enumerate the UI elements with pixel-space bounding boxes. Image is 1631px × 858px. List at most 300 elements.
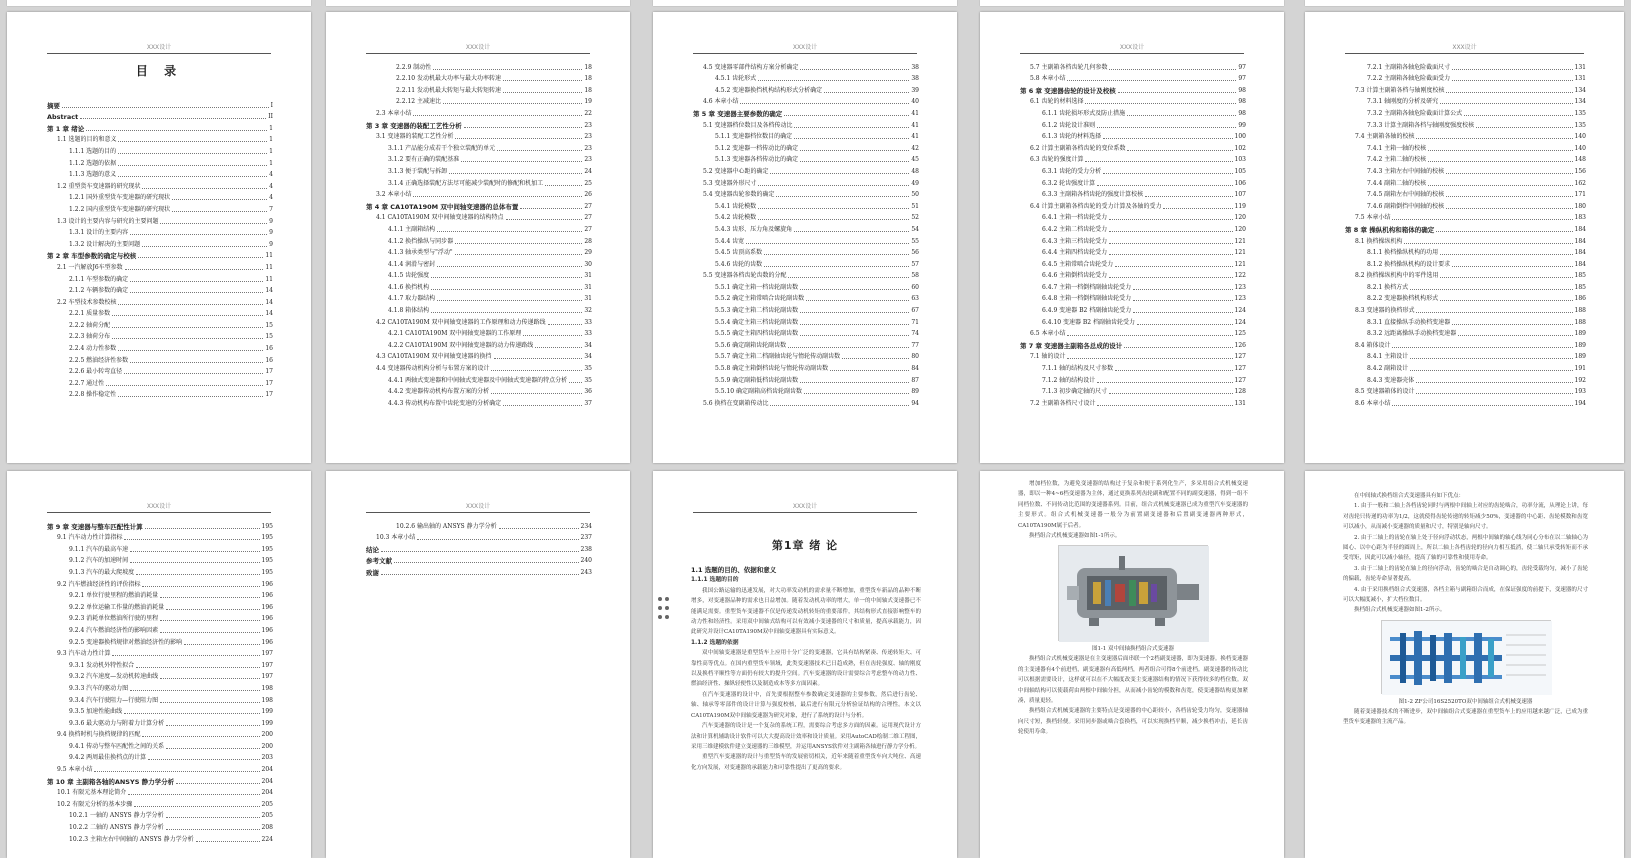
toc-entry[interactable] — [47, 728, 273, 740]
page-chapter-1[interactable] — [653, 471, 957, 858]
toc-entry[interactable] — [693, 72, 919, 84]
toc-entry-title: 2.3 本章小结 — [376, 109, 412, 117]
page-thumbnail-top[interactable] — [7, 0, 311, 6]
toc-entry[interactable] — [366, 199, 592, 211]
toc-page-number: 28 — [584, 237, 592, 245]
toc-entry[interactable] — [47, 295, 273, 307]
toc-leader-dots — [1452, 324, 1572, 325]
toc-entry[interactable] — [47, 307, 273, 319]
toc-entry[interactable] — [47, 797, 273, 809]
toc-leader-dots — [1124, 347, 1232, 348]
toc-entry[interactable] — [366, 141, 592, 153]
toc-entry-title: 10.1 有限元基本理论简介 — [57, 789, 127, 797]
toc-entry[interactable] — [47, 647, 273, 659]
toc-entry[interactable] — [693, 257, 919, 269]
toc-leader-dots — [1127, 150, 1232, 151]
toc-leader-dots — [503, 80, 582, 81]
toc-entry[interactable] — [47, 565, 273, 577]
toc-page-number: 14 — [265, 298, 273, 306]
toc-entry[interactable] — [1020, 269, 1246, 281]
toc-entry[interactable] — [1345, 199, 1586, 211]
toc-leader-dots — [443, 103, 582, 104]
toc-entry[interactable] — [693, 338, 919, 350]
paragraph: 我国公路运输的迅速发展，对大功率发动机的需求量不断增加，重型货车新品的品种不断增多，对变速器品种的需求也日益增加。随着发动机功率的增大，单一的中间轴式变速器已不能满足需要。重型货车变速器不仅是传递发动机转矩的重要部件，其结构形式直接影响整车的动力性和经济性。采用双中间轴式结构可以有效减小变速器的尺寸和质量，提高承载能力，因此研究并设计CA10TA190M双中间轴变速器具有实际意义。 — [691, 587, 921, 636]
toc-entry-title: 6.4.5 主箱常啮合齿轮受力 — [1042, 260, 1114, 268]
toc-entry[interactable] — [366, 83, 592, 95]
toc-entry-title: 8.1.1 换档操纵机构的功用 — [1367, 249, 1439, 257]
toc-entry[interactable] — [47, 554, 273, 566]
toc-entry[interactable] — [366, 361, 592, 373]
toc-entry[interactable] — [1345, 164, 1586, 176]
toc-entry[interactable] — [1345, 234, 1586, 246]
page-thumbnail-top[interactable] — [653, 0, 957, 6]
toc-page-number: 52 — [911, 214, 919, 222]
toc-entry-title: 6.2 计算主副箱各档齿轮的变位系数 — [1030, 144, 1126, 152]
toc-entry[interactable] — [47, 739, 273, 751]
toc-entry[interactable] — [47, 670, 273, 682]
toc-entry[interactable] — [693, 199, 919, 211]
toc-entry[interactable] — [366, 95, 592, 107]
toc-leader-dots — [1118, 92, 1237, 93]
toc-entry-title: 4.1.8 箱体结构 — [388, 307, 430, 315]
toc-leader-dots — [1446, 208, 1572, 209]
toc-entry[interactable] — [47, 388, 273, 400]
gear-diagram-figure — [1381, 620, 1551, 694]
toc-leader-dots — [1392, 347, 1572, 348]
toc-entry[interactable] — [1020, 199, 1246, 211]
toc-entry[interactable] — [366, 385, 592, 397]
toc-entry[interactable] — [1020, 350, 1246, 362]
toc-entry[interactable] — [47, 144, 273, 156]
toc-entry[interactable] — [47, 353, 273, 365]
toc-entry[interactable] — [366, 257, 592, 269]
toc-entry[interactable] — [47, 577, 273, 589]
toc-entry[interactable] — [1345, 222, 1586, 234]
toc-entry[interactable] — [1345, 361, 1586, 373]
toc-leader-dots — [506, 219, 583, 220]
toc-entry-title: 4.4.1 两轴式变速器和中间轴式变速器及中间轴式变速器的特点分析 — [388, 376, 568, 384]
toc-entry[interactable] — [1345, 338, 1586, 350]
toc-entry[interactable] — [1020, 257, 1246, 269]
toc-page-number: 120 — [1234, 214, 1246, 222]
toc-entry[interactable] — [47, 272, 273, 284]
toc-entry[interactable] — [366, 292, 592, 304]
toc-leader-dots — [160, 223, 267, 224]
toc-entry[interactable] — [1345, 303, 1586, 315]
toc-page-number: 31 — [584, 295, 592, 303]
toc-entry[interactable] — [693, 269, 919, 281]
toc-entry[interactable] — [1020, 118, 1246, 130]
toc-entry[interactable] — [1345, 130, 1586, 142]
toc-entry[interactable] — [693, 350, 919, 362]
toc-entry[interactable] — [47, 365, 273, 377]
toc-entry[interactable] — [366, 246, 592, 258]
paragraph: 在中间轴式换档组合式变速器具有如下优点： — [1354, 493, 1465, 499]
toc-page-number: 121 — [1234, 237, 1246, 245]
page-thumbnail-top[interactable] — [980, 0, 1284, 6]
toc-entry[interactable] — [1020, 292, 1246, 304]
toc-entry[interactable] — [47, 589, 273, 601]
toc-entry[interactable] — [366, 188, 592, 200]
toc-leader-dots — [128, 794, 259, 795]
toc-entry[interactable] — [1020, 385, 1246, 397]
toc-entry[interactable] — [47, 98, 273, 110]
toc-leader-dots — [136, 667, 259, 668]
toc-page-number: 1 — [269, 147, 273, 155]
toc-page-number: 135 — [1574, 109, 1586, 117]
toc-page-number: 4 — [269, 194, 273, 202]
toc-entry-title: 9.3.2 汽车速度—发动机转速曲线 — [69, 673, 159, 681]
toc-entry[interactable] — [693, 130, 919, 142]
page-toc-6[interactable] — [7, 471, 311, 858]
toc-entry[interactable] — [47, 531, 273, 543]
toc-entry[interactable] — [47, 110, 273, 122]
toc-page-number: 189 — [1574, 353, 1586, 361]
toc-entry[interactable] — [693, 315, 919, 327]
toc-leader-dots — [842, 358, 909, 359]
toc-entry[interactable] — [693, 327, 919, 339]
toc-entry[interactable] — [693, 188, 919, 200]
toc-entry[interactable] — [366, 118, 592, 130]
toc-entry[interactable] — [47, 376, 273, 388]
paragraph: 换档组合式机械变速器的主要特点是变速器的中心距较小，各档齿轮受力均匀，变速器轴向尺寸短，换档轻便。采用同步器或啮合套换档，可以实现换档平顺，减少换档冲击，延长齿轮使用寿命。 — [1018, 708, 1248, 736]
toc-entry[interactable] — [693, 211, 919, 223]
toc-entry[interactable] — [1020, 164, 1246, 176]
toc-entry[interactable] — [1345, 385, 1586, 397]
toc-entry[interactable] — [1020, 396, 1246, 408]
toc-entry[interactable] — [47, 693, 273, 705]
toc-entry[interactable] — [1345, 95, 1586, 107]
toc-entry-title: 第 10 章 主副箱各轴的ANSYS 静力学分析 — [47, 777, 175, 786]
toc-entry[interactable] — [693, 141, 919, 153]
page-toc-4[interactable] — [980, 12, 1284, 463]
toc-entry[interactable] — [1345, 396, 1586, 408]
toc-entry-title: 第 4 章 CA10TA190M 双中间轴变速器的总体布置 — [366, 202, 519, 211]
toc-page-number: 31 — [584, 272, 592, 280]
toc-leader-dots — [160, 702, 259, 703]
toc-entry[interactable] — [47, 774, 273, 786]
toc-entry-title: 结论 — [366, 545, 379, 554]
toc-entry[interactable] — [1345, 153, 1586, 165]
toc-leader-dots — [806, 300, 909, 301]
toc-leader-dots — [1404, 243, 1572, 244]
page-thumbnail-top[interactable] — [1305, 0, 1624, 6]
toc-entry[interactable] — [1020, 60, 1246, 72]
toc-entry[interactable] — [366, 565, 592, 577]
toc-entry-title: 5.5.2 确定主箱常啮合齿轮副齿数 — [715, 295, 805, 303]
toc-page-number: 127 — [1234, 365, 1246, 373]
toc-entry-title: 10.2.1 一轴的 ANSYS 静力学分析 — [69, 812, 164, 820]
toc-entry[interactable] — [1020, 95, 1246, 107]
toc-entry[interactable] — [1020, 234, 1246, 246]
toc-entry[interactable] — [1020, 338, 1246, 350]
toc-entry[interactable] — [1020, 130, 1246, 142]
toc-entry-title: 4.2.1 CA10TA190M 双中间轴变速器的工作原理 — [388, 330, 522, 338]
toc-entry-title: 4.1.2 换挡操纵与同步器 — [388, 237, 454, 245]
toc-entry[interactable] — [366, 153, 592, 165]
toc-entry[interactable] — [366, 72, 592, 84]
toc-page-number: 54 — [911, 225, 919, 233]
page-toc-3[interactable] — [653, 12, 957, 463]
toc-entry[interactable] — [1020, 361, 1246, 373]
toc-page-number: 42 — [911, 144, 919, 152]
page-toc-2[interactable] — [326, 12, 630, 463]
toc-entry[interactable] — [47, 762, 273, 774]
toc-entry[interactable] — [1345, 315, 1586, 327]
toc-leader-dots — [1452, 266, 1572, 267]
page-toc-1[interactable] — [7, 12, 311, 463]
toc-list — [47, 519, 273, 844]
toc-entry[interactable] — [366, 130, 592, 142]
toc-entry-title: 5.4.6 齿轮的齿数 — [715, 260, 763, 268]
subsection-heading: 1.1.2 选题的依据 — [691, 639, 739, 646]
toc-entry[interactable] — [366, 531, 592, 543]
toc-entry[interactable] — [47, 681, 273, 693]
toc-entry[interactable] — [1345, 60, 1586, 72]
toc-entry[interactable] — [47, 260, 273, 272]
toc-entry-title: 4.1.7 取力器结构 — [388, 295, 436, 303]
toc-entry[interactable] — [366, 542, 592, 554]
toc-leader-dots — [1428, 150, 1572, 151]
toc-entry[interactable] — [366, 234, 592, 246]
toc-entry[interactable] — [693, 153, 919, 165]
toc-entry-title: 9.1.1 汽车的最高车速 — [69, 545, 129, 553]
toc-leader-dots — [413, 115, 582, 116]
toc-page-number: 14 — [265, 287, 273, 295]
page-thumbnail-top[interactable] — [326, 0, 630, 6]
toc-entry[interactable] — [693, 60, 919, 72]
toc-entry[interactable] — [47, 600, 273, 612]
toc-entry[interactable] — [693, 234, 919, 246]
toc-page-number: 23 — [584, 144, 592, 152]
toc-entry[interactable] — [366, 176, 592, 188]
toc-entry[interactable] — [693, 164, 919, 176]
toc-entry[interactable] — [1345, 292, 1586, 304]
toc-entry[interactable] — [366, 338, 592, 350]
page-body-3[interactable] — [1305, 471, 1624, 858]
toc-entry[interactable] — [1020, 327, 1246, 339]
toc-entry-title: 5.5 变速器各档齿轮齿数的分配 — [703, 272, 787, 280]
toc-entry-title: 8.1 换档操纵机构 — [1355, 237, 1403, 245]
toc-entry[interactable] — [47, 202, 273, 214]
toc-leader-dots — [1109, 243, 1232, 244]
toc-entry[interactable] — [693, 396, 919, 408]
toc-entry-title: 2.2.8 操作稳定性 — [69, 391, 117, 399]
toc-leader-dots — [794, 127, 909, 128]
toc-entry[interactable] — [366, 350, 592, 362]
toc-entry-title: 摘要 — [47, 101, 60, 110]
toc-entry[interactable] — [1345, 269, 1586, 281]
toc-entry[interactable] — [1020, 106, 1246, 118]
toc-entry[interactable] — [47, 214, 273, 226]
toc-entry[interactable] — [366, 396, 592, 408]
toc-entry-title: Abstract — [47, 113, 79, 122]
toc-leader-dots — [124, 713, 259, 714]
toc-entry[interactable] — [47, 542, 273, 554]
toc-entry[interactable] — [1020, 373, 1246, 385]
toc-entry[interactable] — [1020, 246, 1246, 258]
toc-entry[interactable] — [47, 751, 273, 763]
toc-entry[interactable] — [47, 191, 273, 203]
toc-entry-title: 5.1.2 变速器一档传动比的确定 — [715, 144, 799, 152]
toc-entry[interactable] — [47, 820, 273, 832]
toc-leader-dots — [758, 80, 909, 81]
toc-entry[interactable] — [47, 330, 273, 342]
toc-entry[interactable] — [366, 269, 592, 281]
toc-entry[interactable] — [1020, 72, 1246, 84]
toc-leader-dots — [758, 185, 909, 186]
toc-entry[interactable] — [693, 246, 919, 258]
toc-page-number: 19 — [584, 98, 592, 106]
toc-entry[interactable] — [47, 121, 273, 133]
toc-entry[interactable] — [47, 341, 273, 353]
toc-entry[interactable] — [47, 519, 273, 531]
toc-entry[interactable] — [1020, 188, 1246, 200]
toc-leader-dots — [80, 118, 266, 119]
toc-leader-dots — [1097, 185, 1232, 186]
toc-entry[interactable] — [1345, 327, 1586, 339]
toc-entry[interactable] — [366, 327, 592, 339]
toc-entry-title: 9.2.4 汽车燃油经济性的影响因素 — [69, 626, 159, 634]
toc-leader-dots — [1410, 358, 1572, 359]
toc-entry[interactable] — [47, 809, 273, 821]
toc-leader-dots — [125, 269, 264, 270]
toc-entry[interactable] — [47, 832, 273, 844]
toc-entry[interactable] — [1345, 280, 1586, 292]
toc-entry[interactable] — [1345, 72, 1586, 84]
toc-entry[interactable] — [1020, 176, 1246, 188]
toc-entry[interactable] — [47, 226, 273, 238]
toc-leader-dots — [112, 327, 263, 328]
toc-entry[interactable] — [47, 786, 273, 798]
toc-entry[interactable] — [47, 635, 273, 647]
toc-entry[interactable] — [693, 95, 919, 107]
toc-leader-dots — [800, 69, 909, 70]
toc-entry[interactable] — [366, 373, 592, 385]
toc-entry-title: 7.3 计算主副箱各档与轴刚度校核 — [1355, 86, 1445, 94]
toc-entry[interactable] — [47, 612, 273, 624]
toc-entry[interactable] — [1345, 141, 1586, 153]
paragraph: 重型汽车变速器的设计与重型货车的发展密切相关，近年来随着重型货车向大吨位、高速化方向发展，对变速器的承载能力和可靠性提出了更高的要求。 — [691, 754, 921, 771]
page-toc-5[interactable] — [1305, 12, 1624, 463]
toc-entry[interactable] — [1020, 211, 1246, 223]
toc-entry[interactable] — [47, 705, 273, 717]
toc-entry-title: 6.4.9 变速器 B2 档副轴齿轮受力 — [1042, 307, 1132, 315]
toc-entry[interactable] — [1020, 222, 1246, 234]
toc-entry-title: 6.4.7 主箱一档倒档副轴齿轮受力 — [1042, 283, 1132, 291]
toc-entry[interactable] — [1345, 118, 1586, 130]
toc-entry[interactable] — [693, 361, 919, 373]
toc-leader-dots — [1109, 393, 1232, 394]
toc-entry[interactable] — [1345, 373, 1586, 385]
page-body-2[interactable] — [980, 471, 1284, 858]
paragraph: 在汽车变速器的设计中，首先要根据整车参数确定变速器的主要参数，然后进行齿轮、轴、轴承等零部件的设计计算与强度校核，最后进行有限元分析验证结构的合理性。本文以CA10TA190M双中间轴变速器为研究对象，进行了系统的设计与分析。 — [691, 691, 921, 719]
toc-entry-title: 9.2 汽车燃油经济性的评价指标 — [57, 580, 141, 588]
toc-page-number: 106 — [1234, 179, 1246, 187]
page-toc-7[interactable] — [326, 471, 630, 858]
toc-page-number: 171 — [1574, 191, 1586, 199]
toc-entry[interactable] — [693, 292, 919, 304]
toc-entry[interactable] — [693, 280, 919, 292]
toc-entry[interactable] — [1345, 257, 1586, 269]
toc-entry-title: 5.5.1 确定主箱一档齿轮副齿数 — [715, 283, 799, 291]
toc-entry[interactable] — [47, 237, 273, 249]
toc-entry[interactable] — [47, 318, 273, 330]
toc-leader-dots — [569, 382, 582, 383]
toc-entry[interactable] — [366, 315, 592, 327]
toc-entry[interactable] — [693, 385, 919, 397]
toc-entry[interactable] — [1020, 280, 1246, 292]
toc-entry[interactable] — [1020, 83, 1246, 95]
toc-entry[interactable] — [366, 519, 592, 531]
toc-entry[interactable] — [693, 303, 919, 315]
toc-page-number: 204 — [261, 766, 273, 774]
toc-entry[interactable] — [366, 554, 592, 566]
toc-entry[interactable] — [1020, 153, 1246, 165]
toc-entry[interactable] — [1345, 211, 1586, 223]
toc-entry[interactable] — [366, 211, 592, 223]
toc-entry[interactable] — [1345, 246, 1586, 258]
toc-entry[interactable] — [693, 176, 919, 188]
toc-entry-title: 2.2.12 主减速比 — [396, 98, 441, 106]
toc-entry[interactable] — [1020, 315, 1246, 327]
toc-entry[interactable] — [47, 179, 273, 191]
toc-page-number: 196 — [261, 580, 273, 588]
toc-entry[interactable] — [47, 623, 273, 635]
toc-entry[interactable] — [366, 106, 592, 118]
toc-entry[interactable] — [47, 658, 273, 670]
toc-page-number: 23 — [584, 121, 592, 129]
toc-entry[interactable] — [47, 249, 273, 261]
toc-entry[interactable] — [693, 222, 919, 234]
toc-entry[interactable] — [1345, 350, 1586, 362]
toc-leader-dots — [176, 783, 259, 784]
toc-entry[interactable] — [693, 106, 919, 118]
toc-entry[interactable] — [366, 60, 592, 72]
toc-entry[interactable] — [366, 303, 592, 315]
toc-entry[interactable] — [693, 373, 919, 385]
toc-entry[interactable] — [693, 118, 919, 130]
toc-entry[interactable] — [47, 156, 273, 168]
toc-entry[interactable] — [47, 168, 273, 180]
toc-entry[interactable] — [1020, 303, 1246, 315]
toc-page-number: 1 — [269, 159, 273, 167]
toc-page-number: 127 — [1234, 376, 1246, 384]
toc-page-number: 195 — [261, 557, 273, 565]
toc-entry-title: 5.2 变速器中心距的确定 — [703, 167, 769, 175]
toc-entry-title: 7.5 本章小结 — [1355, 214, 1391, 222]
toc-leader-dots — [130, 690, 259, 691]
toc-entry[interactable] — [1020, 141, 1246, 153]
toc-entry[interactable] — [47, 284, 273, 296]
toc-entry[interactable] — [1345, 188, 1586, 200]
toc-entry[interactable] — [366, 280, 592, 292]
drag-handle-icon[interactable] — [658, 597, 672, 621]
toc-leader-dots — [520, 208, 582, 209]
toc-entry[interactable] — [366, 222, 592, 234]
toc-page-number: 33 — [584, 330, 592, 338]
toc-entry[interactable] — [366, 164, 592, 176]
toc-entry-title: 3.1 变速器的装配工艺性分析 — [376, 133, 454, 141]
toc-entry[interactable] — [47, 716, 273, 728]
toc-entry[interactable] — [1345, 176, 1586, 188]
toc-entry[interactable] — [47, 133, 273, 145]
toc-page-number: 208 — [261, 824, 273, 832]
toc-entry-title: 第 5 章 变速器主要参数的确定 — [693, 109, 783, 118]
toc-entry[interactable] — [693, 83, 919, 95]
toc-entry[interactable] — [1345, 83, 1586, 95]
toc-entry[interactable] — [1345, 106, 1586, 118]
